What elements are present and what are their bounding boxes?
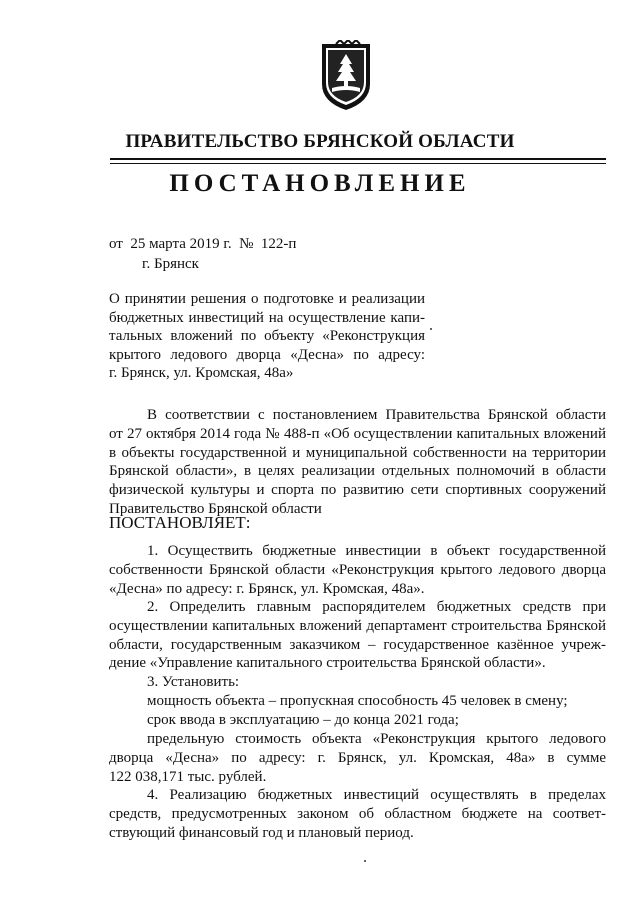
preamble-paragraph bbox=[109, 406, 606, 519]
text-line: области, государственным заказчиком – государственное казённое учреж- bbox=[109, 636, 606, 653]
text-line: собственности Брянской области «Реконструкция крытого ледового дворца bbox=[109, 561, 606, 578]
item-3-paragraph bbox=[109, 673, 606, 692]
item-3-deadline bbox=[109, 711, 606, 730]
text-line: физической культуры и спорта по развитию сети спортивных сооружений bbox=[109, 482, 606, 499]
date-number-line: от 25 марта 2019 г. № 122-п bbox=[109, 236, 297, 252]
text-line: 122 038,171 тыс. рублей. bbox=[109, 768, 267, 785]
text-line: 3. Установить: bbox=[147, 674, 240, 690]
city: г. Брянск bbox=[142, 256, 199, 272]
item-3-cost bbox=[109, 730, 606, 786]
item-3-capacity bbox=[109, 692, 606, 711]
resolves-heading: ПОСТАНОВЛЯЕТ: bbox=[109, 513, 251, 532]
subject-line: бюджетных инвестиций на осуществление капи- bbox=[109, 309, 425, 326]
text-line: предельную стоимость объекта «Реконструкция крытого ледового bbox=[147, 731, 606, 747]
organization-name: ПРАВИТЕЛЬСТВО БРЯНСКОЙ ОБЛАСТИ bbox=[125, 131, 515, 152]
text-line: осуществлении капитальных вложений департамент строительства Брянской bbox=[109, 617, 606, 634]
text-line: Правительство Брянской области bbox=[109, 500, 322, 517]
subject-line: крытого ледового дворца «Десна» по адресу: bbox=[109, 346, 425, 363]
text-line: от 27 октября 2014 года № 488-п «Об осуществлении капитальных вложений bbox=[109, 425, 606, 442]
header-rule-thin bbox=[110, 163, 606, 164]
text-line: 4. Реализацию бюджетных инвестиций осуществлять в пределах bbox=[147, 787, 606, 803]
header-rule-thick bbox=[110, 158, 606, 160]
item-4-paragraph bbox=[109, 786, 606, 842]
text-line: ствующий финансовый год и плановый период. bbox=[109, 824, 414, 841]
subject-line: тальных вложений по объекту «Реконструкция bbox=[109, 328, 425, 344]
text-line: срок ввода в эксплуатацию – до конца 2021 года; bbox=[147, 712, 459, 728]
text-line: 2. Определить главным распорядителем бюджетных средств при bbox=[147, 599, 606, 615]
item-2-paragraph bbox=[109, 598, 606, 673]
text-line: средств, предусмотренных законом об областном бюджете на соответ- bbox=[109, 805, 606, 822]
subject-line: О принятии решения о подготовке и реализации bbox=[109, 291, 425, 307]
scan-speck bbox=[430, 328, 432, 330]
text-line: дение «Управление капитального строительства Брянской области». bbox=[109, 655, 546, 672]
document-subject bbox=[109, 290, 425, 383]
text-line: В соответствии с постановлением Правительства Брянской области bbox=[147, 407, 606, 423]
text-line: мощность объекта – пропускная способность 45 человек в смену; bbox=[147, 693, 568, 709]
bryansk-coat-of-arms-icon bbox=[318, 40, 374, 112]
item-1-paragraph bbox=[109, 542, 606, 598]
text-line: «Десна» по адресу: г. Брянск, ул. Кромская, 48а». bbox=[109, 580, 425, 597]
text-line: 1. Осуществить бюджетные инвестиции в объект государственной bbox=[147, 543, 606, 559]
text-line: в объекты государственной и муниципальной собственности на территории bbox=[109, 444, 606, 461]
subject-line: г. Брянск, ул. Кромская, 48а» bbox=[109, 365, 294, 381]
text-line: Брянской области», в целях реализации отдельных полномочий в области bbox=[109, 463, 606, 480]
document-type: ПОСТАНОВЛЕНИЕ bbox=[169, 170, 471, 197]
text-line: дворца «Десна» по адресу: г. Брянск, ул. Кромская, 48а» в сумме bbox=[109, 749, 606, 766]
scan-speck bbox=[364, 860, 366, 862]
